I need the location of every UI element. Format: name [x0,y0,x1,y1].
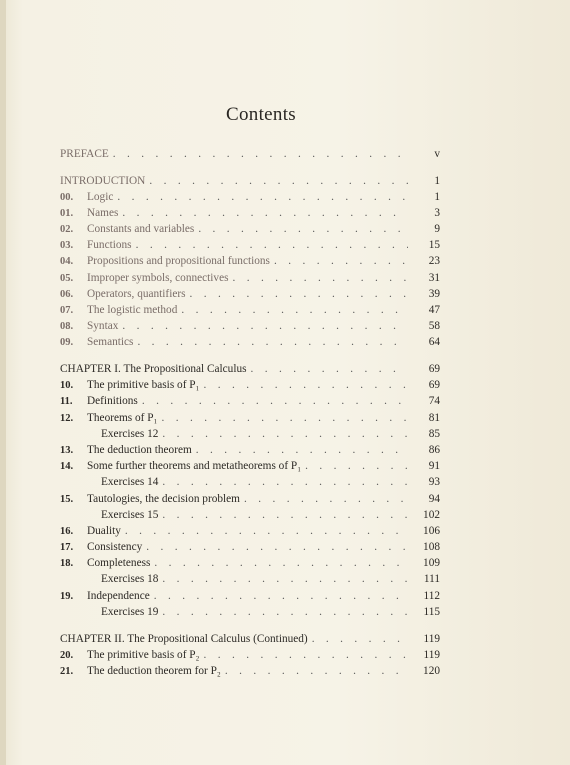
section-number: 17. [60,542,74,553]
toc-entry [60,286,440,301]
section-number: 08. [60,321,74,332]
section-number: 15. [60,494,74,505]
toc-entry [60,663,440,678]
section-number: 21. [60,666,74,677]
toc-entry [60,361,440,376]
dot-leader [204,379,409,392]
section-number: 01. [60,208,74,219]
page-number: 15 [428,239,440,251]
entry-title: Constants and variables [87,223,195,235]
toc-entry [60,571,440,586]
page-number: 108 [423,541,440,553]
entry-title: Logic [87,191,114,203]
page-number: 1 [434,175,440,187]
page-number: 94 [428,493,440,505]
entry-title: Improper symbols, connectives [87,272,229,284]
entry-title: Theorems of P₁ [87,412,158,424]
page-number: 91 [428,460,440,472]
dot-leader [225,665,408,678]
page-number: 47 [428,304,440,316]
page-number: 39 [428,288,440,300]
section-number: 20. [60,650,74,661]
section-number: 10. [60,380,74,391]
page-number: 86 [428,444,440,456]
dot-leader [162,573,408,586]
toc-entry [60,270,440,285]
entry-title: The primitive basis of P₁ [87,379,200,391]
page-number: 109 [423,557,440,569]
dot-leader [122,207,408,220]
toc-entry [60,253,440,268]
entry-title: Consistency [87,541,143,553]
dot-leader [190,288,408,301]
section-number: 13. [60,445,74,456]
toc-entry [60,205,440,220]
dot-leader [181,304,408,317]
dot-leader [137,336,408,349]
toc-entry [60,647,440,662]
entry-title: Exercises 14 [101,476,159,488]
toc-entry [60,539,440,554]
page-number: 31 [428,272,440,284]
section-number: 11. [60,396,73,407]
dot-leader [305,460,408,473]
entry-title: INTRODUCTION [60,175,146,187]
page-number: 23 [428,255,440,267]
entry-title: Independence [87,590,150,602]
entry-title: CHAPTER I. The Propositional Calculus [60,363,247,375]
dot-leader [244,493,408,506]
dot-leader [251,363,409,376]
page-number: 74 [428,395,440,407]
entry-title: The primitive basis of P₂ [87,649,200,661]
entry-title: Definitions [87,395,138,407]
section-number: 04. [60,256,74,267]
entry-title: Exercises 19 [101,606,159,618]
dot-leader [113,148,408,161]
dot-leader [154,557,408,570]
entry-title: Operators, quantifiers [87,288,186,300]
toc-entry [60,588,440,603]
dot-leader [146,541,408,554]
dot-leader [198,223,408,236]
section-number: 12. [60,413,74,424]
toc-entry [60,302,440,317]
toc-entry [60,523,440,538]
page-number: 102 [423,509,440,521]
section-number: 19. [60,591,74,602]
entry-title: The deduction theorem [87,444,192,456]
page-number: 1 [434,191,440,203]
page-number: v [434,148,440,160]
entry-title: Propositions and propositional functions [87,255,270,267]
dot-leader [162,606,408,619]
section-number: 18. [60,558,74,569]
page-number: 112 [423,590,440,602]
page-number: 115 [423,606,440,618]
toc-entry [60,555,440,570]
entry-title: Exercises 18 [101,573,159,585]
page-title: Contents [226,104,296,125]
page-number: 9 [434,223,440,235]
entry-title: PREFACE [60,148,109,160]
entry-title: The deduction theorem for P₂ [87,665,221,677]
dot-leader [125,525,408,538]
page-number: 69 [428,379,440,391]
toc-entry [60,334,440,349]
toc-entry [60,491,440,506]
dot-leader [142,395,408,408]
page-number: 64 [428,336,440,348]
toc-entry [60,146,440,161]
entry-title: Semantics [87,336,134,348]
entry-title: Names [87,207,119,219]
page-number: 58 [428,320,440,332]
dot-leader [154,590,408,603]
entry-title: Duality [87,525,121,537]
toc-entry [60,189,440,204]
dot-leader [136,239,408,252]
dot-leader [312,633,408,646]
toc-entry [60,442,440,457]
toc-entry [60,221,440,236]
toc-entry [60,173,440,188]
dot-leader [161,412,408,425]
page-number: 119 [423,633,440,645]
entry-title: Syntax [87,320,119,332]
dot-leader [149,175,408,188]
page-number: 119 [423,649,440,661]
entry-title: The logistic method [87,304,178,316]
entry-title: Exercises 12 [101,428,159,440]
dot-leader [274,255,408,268]
toc-entry [60,393,440,408]
page-number: 81 [428,412,440,424]
entry-title: Some further theorems and metatheorems of P₁ [87,460,302,472]
entry-title: Tautologies, the decision problem [87,493,240,505]
section-number: 02. [60,224,74,235]
toc-entry [60,410,440,425]
section-number: 07. [60,305,74,316]
page-number: 120 [423,665,440,677]
toc-entry [60,507,440,522]
dot-leader [117,191,408,204]
section-number: 05. [60,273,74,284]
page-number: 111 [423,573,440,585]
toc-entry [60,237,440,252]
section-number: 00. [60,192,74,203]
section-number: 03. [60,240,74,251]
dot-leader [162,509,408,522]
page-number: 69 [428,363,440,375]
dot-leader [162,476,408,489]
dot-leader [196,444,408,457]
dot-leader [204,649,409,662]
toc-entry [60,458,440,473]
toc-entry [60,474,440,489]
section-number: 06. [60,289,74,300]
entry-title: Exercises 15 [101,509,159,521]
dot-leader [162,428,408,441]
toc-entry [60,318,440,333]
page-number: 93 [428,476,440,488]
dot-leader [233,272,409,285]
page-number: 3 [434,207,440,219]
page-number: 85 [428,428,440,440]
section-number: 14. [60,461,74,472]
section-number: 16. [60,526,74,537]
entry-title: Completeness [87,557,151,569]
toc-entry [60,631,440,646]
toc-entry [60,604,440,619]
toc-entry [60,426,440,441]
page-number: 106 [423,525,440,537]
entry-title: CHAPTER II. The Propositional Calculus (Continued) [60,633,308,645]
toc-entry [60,377,440,392]
section-number: 09. [60,337,74,348]
entry-title: Functions [87,239,132,251]
dot-leader [122,320,408,333]
